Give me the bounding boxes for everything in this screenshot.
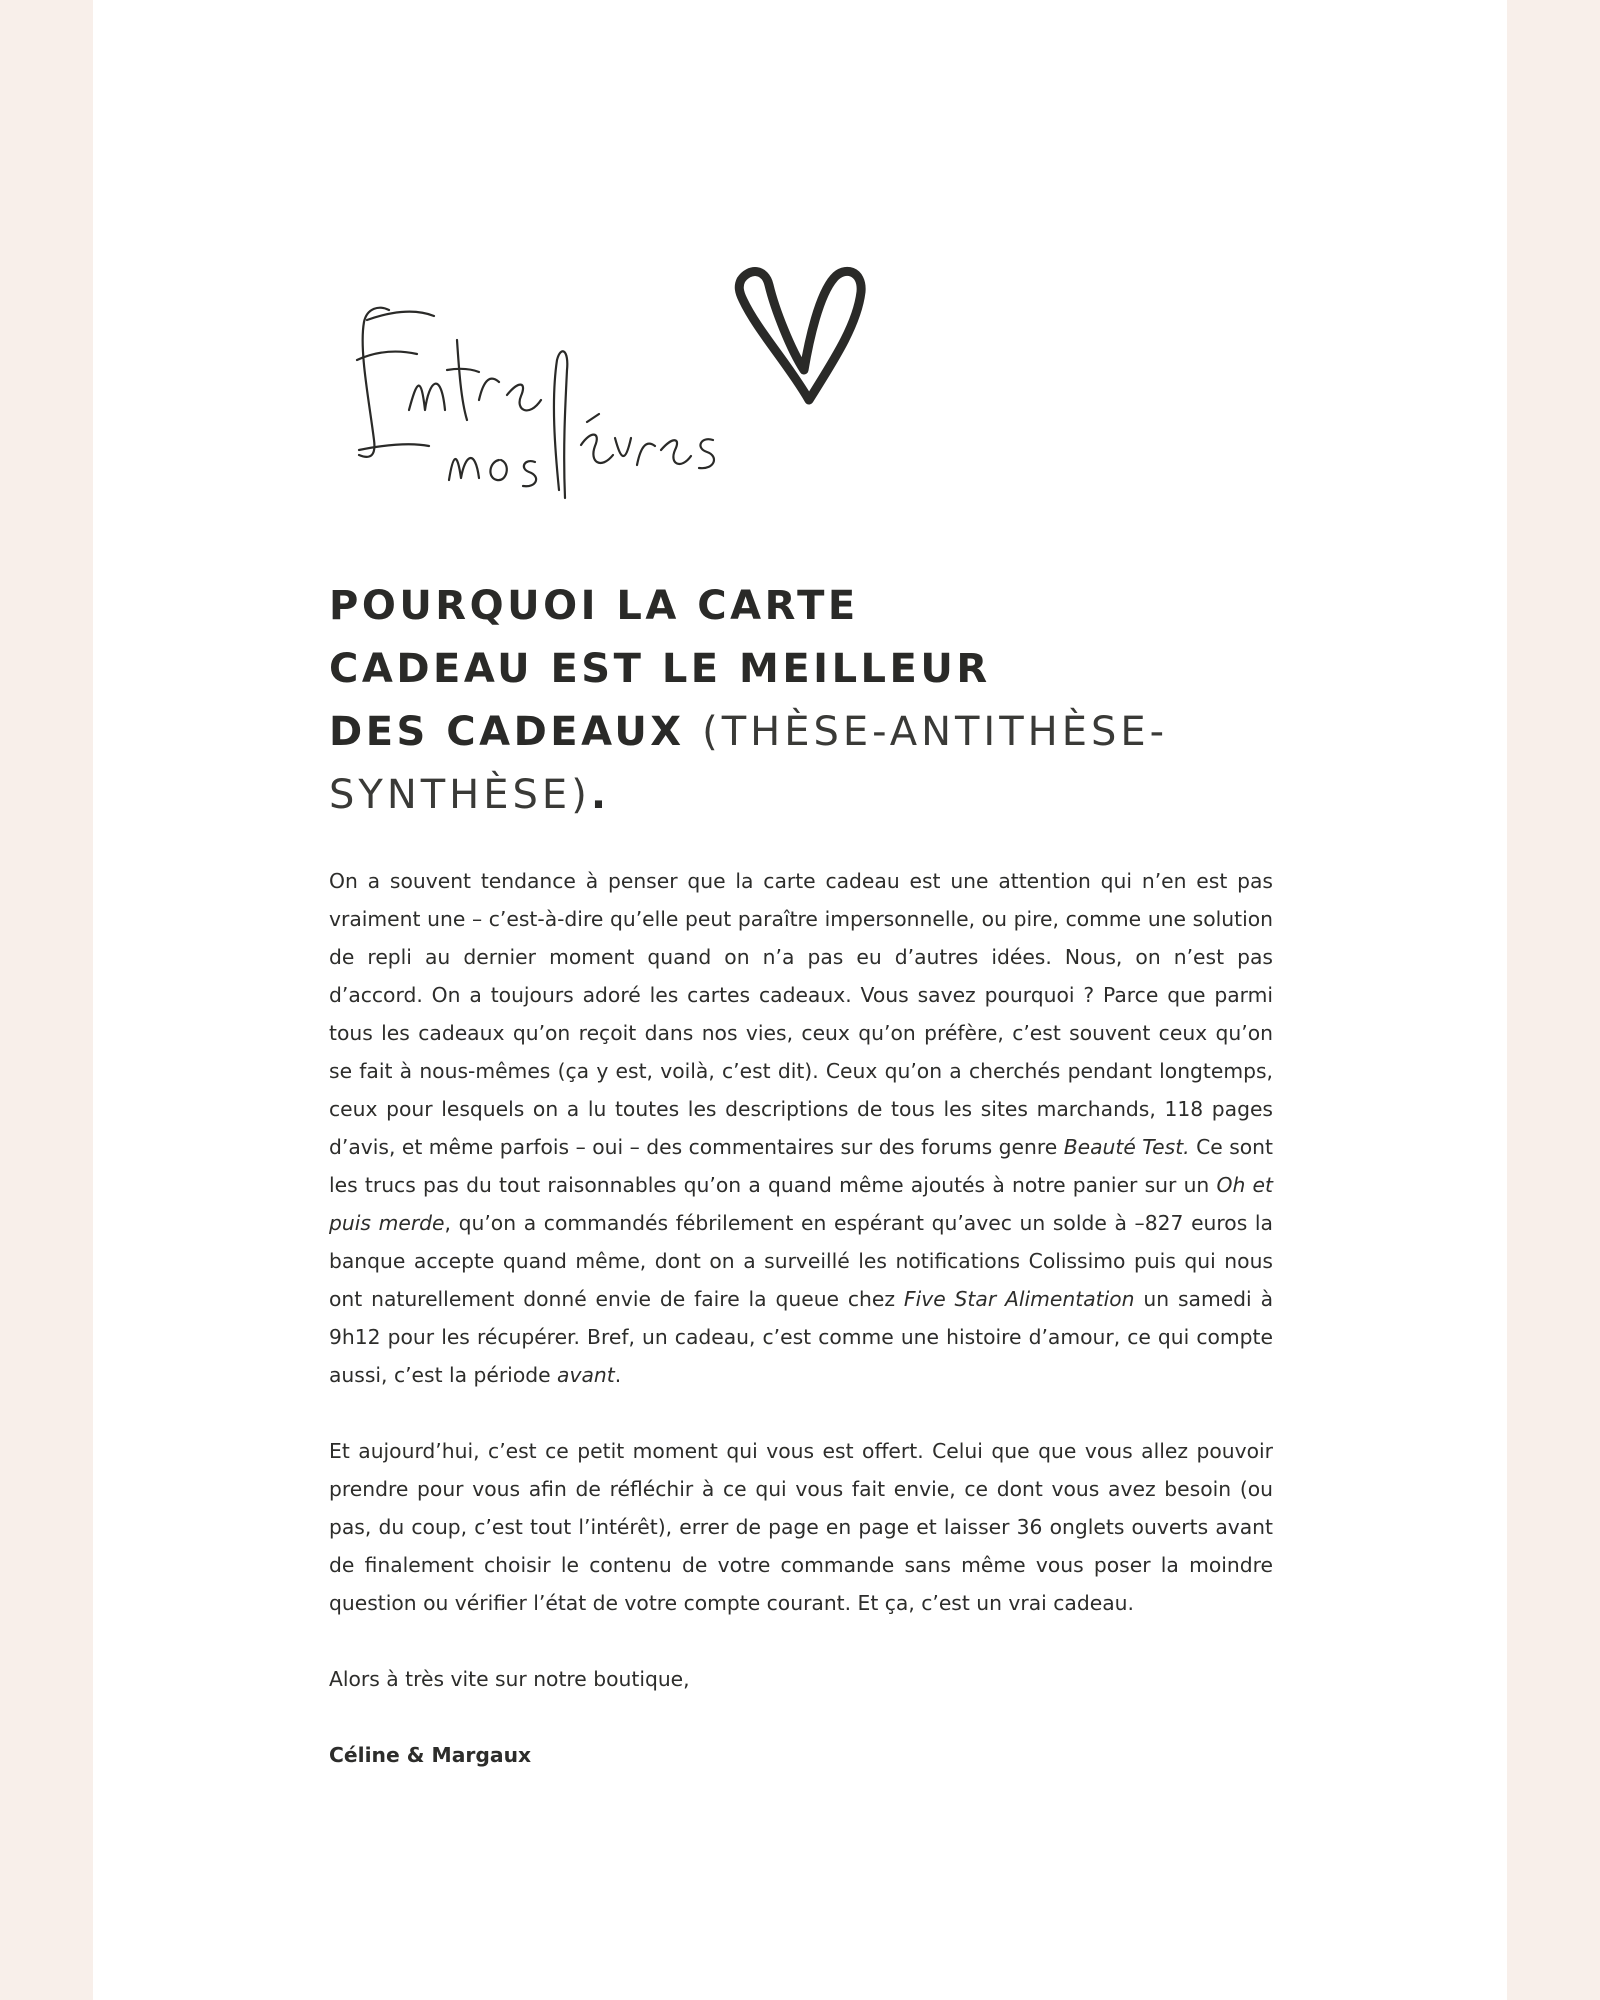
paragraph-1 bbox=[329, 862, 1273, 1394]
paragraph-1-text-b: Ce sont les trucs pas du tout raisonnables qu’on a quand même ajoutés à notre panier sur un bbox=[329, 1135, 1273, 1197]
title-line-1: POURQUOI LA CARTE bbox=[329, 583, 859, 629]
logo-entre-nos-levres bbox=[329, 250, 929, 520]
heart-icon bbox=[739, 271, 861, 400]
paragraph-1-italic-a: Beauté Test. bbox=[1063, 1135, 1190, 1159]
title-line-3: DES CADEAUX bbox=[329, 709, 685, 755]
logo-script-drawing bbox=[329, 250, 929, 520]
title-subtitle-part1: (THÈSE-ANTITHÈSE- bbox=[702, 709, 1169, 755]
page-title bbox=[329, 575, 1229, 827]
paragraph-1-italic-b: Oh et puis merde bbox=[329, 1173, 1273, 1235]
title-end-dot: . bbox=[590, 772, 610, 818]
title-line-2: CADEAU EST LE MEILLEUR bbox=[329, 646, 991, 692]
paragraph-1-italic-d: avant bbox=[557, 1363, 615, 1387]
signature: Céline & Margaux bbox=[329, 1743, 532, 1767]
paragraph-1-text-d: un samedi à 9h12 pour les récupérer. Bref, un cadeau, c’est comme une histoire d’amour, ce qui compte aussi, c’est la période bbox=[329, 1287, 1273, 1387]
paragraph-1-text-a: On a souvent tendance à penser que la carte cadeau est une attention qui n’en est pas vraiment une – c’est-à-dire qu’elle peut paraître impersonnelle, ou pire, comme une solution de repli au dernier moment quand on n’a pas eu d’autres idées. Nous, on n’est pas d’accord. On a toujours adoré les cartes cadeaux. Vous savez pourquoi ? Parce que parmi tous les cadeaux qu’on reçoit dans nos vies, ceux qu’on préfère, c’est souvent ceux qu’on se fait à nous-mêmes (ça y est, voilà, c’est dit). Ceux qu’on a cherchés pendant longtemps, ceux pour lesquels on a lu toutes les descriptions de tous les sites marchands, 118 pages d’avis, et même parfois – oui – des commentaires sur des forums genre bbox=[329, 869, 1273, 1159]
page bbox=[93, 0, 1507, 2000]
paragraph-1-text-e: . bbox=[614, 1363, 622, 1387]
paragraph-1-text-c: , qu’on a commandés fébrilement en espérant qu’avec un solde à –827 euros la banque accepte quand même, dont on a surveillé les notifications Colissimo puis qui nous ont naturellement donné envie de faire la queue chez bbox=[329, 1211, 1273, 1311]
closing-line: Alors à très vite sur notre boutique, bbox=[329, 1667, 690, 1691]
title-subtitle-part2: SYNTHÈSE) bbox=[329, 772, 591, 818]
paragraph-2: Et aujourd’hui, c’est ce petit moment qui vous est offert. Celui que que vous allez pouvoir prendre pour vous afin de réfléchir à ce qui vous fait envie, ce dont vous avez besoin (ou pas, du coup, c’est tout l’intérêt), errer de page en page et laisser 36 onglets ouverts avant de finalement choisir le contenu de votre commande sans même vous poser la moindre question ou vérifier l’état de votre compte courant. Et ça, c’est un vrai cadeau. bbox=[329, 1439, 1273, 1615]
body-text bbox=[329, 862, 1273, 1812]
paragraph-1-italic-c: Five Star Alimentation bbox=[903, 1287, 1135, 1311]
